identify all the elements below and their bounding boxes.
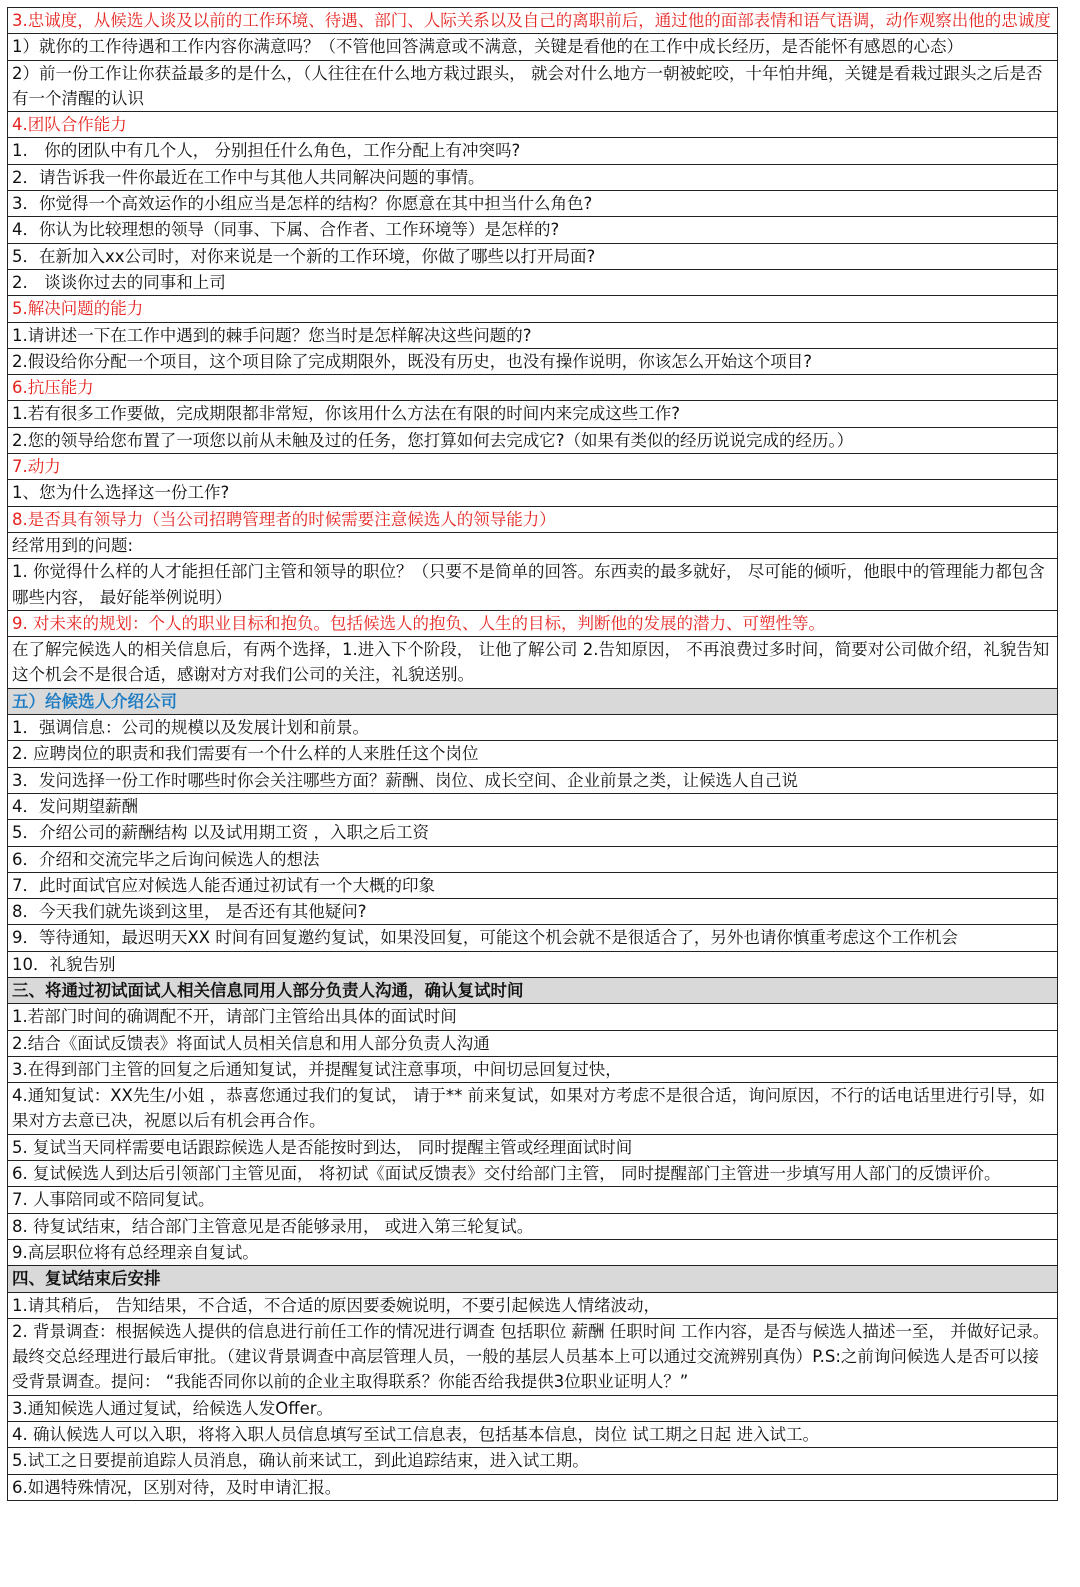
table-row [8,793,1058,819]
table-row [8,1292,1058,1318]
table-row [8,217,1058,243]
section-header-row [8,610,1058,636]
interview-guide-rows [8,8,1058,1501]
section-header-row [8,688,1058,714]
section-header-cell: 5.解决问题的能力 [8,296,1058,322]
table-cell: 1.请其稍后， 告知结果，不合适，不合适的原因要委婉说明，不要引起候选人情绪波动， [8,1292,1058,1318]
table-cell: 9．等待通知，最迟明天XX 时间有回复邀约复试，如果没回复，可能这个机会就不是很适合了，另外也请你慎重考虑这个工作机会 [8,925,1058,951]
table-cell: 9.高层职位将有总经理亲自复试。 [8,1239,1058,1265]
table-row [8,925,1058,951]
table-cell: 5. 复试当天同样需要电话跟踪候选人是否能按时到达， 同时提醒主管或经理面试时间 [8,1134,1058,1160]
interview-guide-table [7,7,1058,1501]
table-row [8,427,1058,453]
section-header-cell: 8.是否具有领导力（当公司招聘管理者的时候需要注意候选人的领导能力） [8,506,1058,532]
table-cell: 2. 背景调查：根据候选人提供的信息进行前任工作的情况进行调查 包括职位 薪酬 任职时间 工作内容，是否与候选人描述一至， 并做好记录。最终交总经理进行最后审批。（建议背景调查中高层管理人员，一般的基层人员基本上可以通过交流辨别真伪）P.S:之前询问候选人是否可以接受背景调查。提问： “我能否同你以前的企业主取得联系？你能否给我提供3位职业证明人？” [8,1318,1058,1395]
table-cell: 在了解完候选人的相关信息后，有两个选择，1.进入下个阶段， 让他了解公司 2.告知原因， 不再浪费过多时间，简要对公司做介绍，礼貌告知这个机会不是很合适，感谢对方对我们公司的关注，礼貌送别。 [8,637,1058,689]
table-cell: 3．发问选择一份工作时哪些时你会关注哪些方面？薪酬、岗位、成长空间、企业前景之类，让候选人自己说 [8,767,1058,793]
table-row [8,872,1058,898]
table-cell: 1）就你的工作待遇和工作内容你满意吗？（不管他回答满意或不满意，关键是看他的在工作中成长经历，是否能怀有感恩的心态） [8,34,1058,60]
table-row [8,1030,1058,1056]
table-cell: 1．强调信息：公司的规模以及发展计划和前景。 [8,715,1058,741]
table-cell: 经常用到的问题: [8,532,1058,558]
table-row [8,715,1058,741]
section-header-row [8,1266,1058,1292]
table-cell: 6. 复试候选人到达后引领部门主管见面， 将初试《面试反馈表》交付给部门主管， 同时提醒部门主管进一步填写用人部门的反馈评价。 [8,1161,1058,1187]
section-header-cell: 4.团队合作能力 [8,112,1058,138]
table-cell: 5．介绍公司的薪酬结构 以及试用期工资 ，入职之后工资 [8,820,1058,846]
table-row [8,1161,1058,1187]
table-row [8,164,1058,190]
table-row [8,559,1058,611]
table-row [8,846,1058,872]
table-row [8,767,1058,793]
table-row [8,637,1058,689]
table-cell: 1. 你觉得什么样的人才能担任部门主管和领导的职位？（只要不是简单的回答。东西卖的最多就好， 尽可能的倾听，他眼中的管理能力都包含哪些内容， 最好能举例说明） [8,559,1058,611]
table-cell: 2．请告诉我一件你最近在工作中与其他人共同解决问题的事情。 [8,164,1058,190]
table-row [8,480,1058,506]
table-cell: 4. 确认候选人可以入职，将将入职人员信息填写至试工信息表，包括基本信息，岗位 试工期之日起 进入试工。 [8,1422,1058,1448]
table-row [8,1448,1058,1474]
table-row [8,1239,1058,1265]
table-row [8,138,1058,164]
table-cell: 3．你觉得一个高效运作的小组应当是怎样的结构？你愿意在其中担当什么角色? [8,191,1058,217]
section-header-row [8,506,1058,532]
table-cell: 2. 应聘岗位的职责和我们需要有一个什么样的人来胜任这个岗位 [8,741,1058,767]
section-header-row [8,8,1058,34]
section-header-cell: 3.忠诚度，从候选人谈及以前的工作环境、待遇、部门、人际关系以及自己的离职前后，通过他的面部表情和语气语调，动作观察出他的忠诚度 [8,8,1058,34]
table-cell: 7. 人事陪同或不陪同复试。 [8,1187,1058,1213]
table-row [8,532,1058,558]
table-row [8,243,1058,269]
table-row [8,951,1058,977]
table-row [8,1083,1058,1135]
section-header-row [8,112,1058,138]
table-row [8,1004,1058,1030]
section-header-row [8,375,1058,401]
table-row [8,741,1058,767]
table-cell: 6．介绍和交流完毕之后询问候选人的想法 [8,846,1058,872]
table-cell: 10．礼貌告别 [8,951,1058,977]
section-header-cell: 三、将通过初试面试人相关信息同用人部分负责人沟通，确认复试时间 [8,977,1058,1003]
table-row [8,401,1058,427]
table-cell: 4．你认为比较理想的领导（同事、下属、合作者、工作环境等）是怎样的? [8,217,1058,243]
table-row [8,269,1058,295]
section-header-cell: 9. 对未来的规划：个人的职业目标和抱负。包括候选人的抱负、人生的目标，判断他的发展的潜力、可塑性等。 [8,610,1058,636]
table-cell: 2. 谈谈你过去的同事和上司 [8,269,1058,295]
table-cell: 5.试工之日要提前追踪人员消息，确认前来试工，到此追踪结束，进入试工期。 [8,1448,1058,1474]
table-cell: 3.通知候选人通过复试，给候选人发Offer。 [8,1395,1058,1421]
table-row [8,60,1058,112]
table-cell: 4.通知复试：XX先生/小姐 ，恭喜您通过我们的复试， 请于** 前来复试，如果对方考虑不是很合适，询问原因，不行的话电话里进行引导，如果对方去意已决，祝愿以后有机会再合作。 [8,1083,1058,1135]
table-cell: 2.假设给你分配一个项目，这个项目除了完成期限外，既没有历史，也没有操作说明，你该怎么开始这个项目? [8,348,1058,374]
table-cell: 8．今天我们就先谈到这里， 是否还有其他疑问? [8,899,1058,925]
table-cell: 1. 你的团队中有几个人， 分别担任什么角色，工作分配上有冲突吗? [8,138,1058,164]
table-row [8,322,1058,348]
table-cell: 5．在新加入xx公司时，对你来说是一个新的工作环境，你做了哪些以打开局面? [8,243,1058,269]
table-cell: 8. 待复试结束，结合部门主管意见是否能够录用， 或进入第三轮复试。 [8,1213,1058,1239]
table-cell: 6.如遇特殊情况，区别对待，及时申请汇报。 [8,1474,1058,1500]
section-header-cell: 四、复试结束后安排 [8,1266,1058,1292]
table-row [8,1395,1058,1421]
section-header-row [8,296,1058,322]
table-row [8,34,1058,60]
table-cell: 1、您为什么选择这一份工作? [8,480,1058,506]
table-row [8,820,1058,846]
table-cell: 7．此时面试官应对候选人能否通过初试有一个大概的印象 [8,872,1058,898]
section-header-row [8,977,1058,1003]
table-row [8,1213,1058,1239]
table-cell: 1.若部门时间的确调配不开，请部门主管给出具体的面试时间 [8,1004,1058,1030]
table-row [8,1187,1058,1213]
table-row [8,191,1058,217]
table-row [8,1134,1058,1160]
table-row [8,348,1058,374]
table-row [8,1318,1058,1395]
table-cell: 1.请讲述一下在工作中遇到的棘手问题？您当时是怎样解决这些问题的? [8,322,1058,348]
table-row [8,1422,1058,1448]
table-cell: 2.您的领导给您布置了一项您以前从未触及过的任务，您打算如何去完成它?（如果有类似的经历说说完成的经历。） [8,427,1058,453]
table-cell: 4．发问期望薪酬 [8,793,1058,819]
section-header-row [8,454,1058,480]
section-header-cell: 五）给候选人介绍公司 [8,688,1058,714]
section-header-cell: 7.动力 [8,454,1058,480]
table-row [8,899,1058,925]
table-cell: 3.在得到部门主管的回复之后通知复试，并提醒复试注意事项，中间切忌回复过快， [8,1056,1058,1082]
table-cell: 2.结合《面试反馈表》将面试人员相关信息和用人部分负责人沟通 [8,1030,1058,1056]
table-cell: 2）前一份工作让你获益最多的是什么，（人往往在什么地方栽过跟头， 就会对什么地方一朝被蛇咬，十年怕井绳，关键是看栽过跟头之后是否有一个清醒的认识 [8,60,1058,112]
table-cell: 1.若有很多工作要做，完成期限都非常短，你该用什么方法在有限的时间内来完成这些工作? [8,401,1058,427]
table-row [8,1056,1058,1082]
table-row [8,1474,1058,1500]
section-header-cell: 6.抗压能力 [8,375,1058,401]
